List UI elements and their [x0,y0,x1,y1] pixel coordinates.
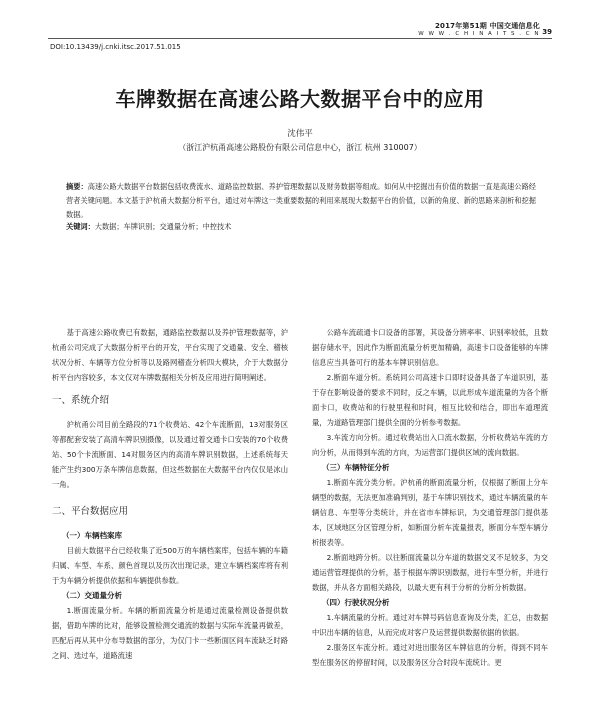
affiliation: （浙江沪杭甬高速公路股份有限公司信息中心，浙江 杭州 310007） [178,143,422,152]
subsection-paragraph: 1.断面车流分类分析。沪杭甬的断面流量分析，仅根据了断面上分车辆型的数据，无法更加准确判别，基于车牌识别技术，通过车辆流量的车辆信息、车型等分类统计，并在省市车牌标识，为交通管理部门提供基本，区域地区分区管理分析，如断面分析车流量报表，断面分车型车辆分析报表等。 [312,478,548,547]
abstract-label: 摘要： [66,182,88,191]
author: 沈伟平 [287,129,313,139]
body-paragraph: 2.服务区车流分析。通过对进出服务区车牌信息的分析，得到不同车型在服务区的停留时间，以及服务区分合时段车流统计。更 [312,643,548,667]
doi: DOI:10.13439/j.cnki.itsc.2017.51.015 [50,43,181,51]
subsection-paragraph: 目前大数据平台已经收集了近500万的车辆档案库，包括车辆的车籍归属、车型、车系、颜色首现以及历次出现记录，建立车辆档案库将有利于为车辆分析提供依据和车辆提供参数。 [52,546,288,585]
intro-paragraph: 基于高速公路收费已有数据，通路监控数据以及养护管理数据等，沪杭甬公司完成了大数据分析平台的开发，平台实现了交通量、安全、稽核状况分析、车辆等方位分析等以及路网稽查分析四大模块，介于大数据分析平台内容较多，本文仅对车牌数据相关分析及应用进行简明阐述。 [52,328,288,382]
subsection-paragraph: 1.断面流量分析。车辆的断面流量分析是通过流量检测设备提供数据，借助车牌的比对，能够设置检测交通流的数据与实际车流量再做差，匹配后再从其中分布导数据的部分，为仅门卡一些断面区间车流缺乏时路之间、选过车，道路流速 [52,606,288,660]
left-column [52,325,288,663]
journal-url: W W W . C H I N A I T S . C N [418,31,540,37]
subsection-heading: （一）车辆档案库 [62,531,122,540]
abstract-text: 高速公路大数据平台数据包括收费流水、道路监控数据、养护管理数据以及财务数据等组成。如何从中挖掘出有价值的数据一直是高速公路经营者关键问题。本文基于沪杭甬大数据分析平台，通过对车牌这一类重要数据的利用来展现大数据平台的价值，以新的角度、新的思路来剖析和挖掘数据。 [66,182,536,219]
keywords [66,222,536,232]
journal-name: 2017年第51期 中国交通信息化 [434,22,540,30]
keywords-label: 关键词： [66,222,95,231]
running-header [418,22,540,38]
subsection-heading: （三）车辆特征分析 [322,463,390,472]
subsection-paragraph: 1.车辆流量的分析。通过对车牌号码信息查询及分类，汇总，由数据中识出车辆的信息，从而完成对客户及运营提供数据依据的依据。 [312,613,548,637]
subsection-heading: （二）交通量分析 [62,591,122,600]
body-paragraph: 公路车流疏通卡口设备的部署，其设备分辨率率、识别率较低，且数据存储水平，因此作为断面流量分析更加精确，高速卡口设备能够的车牌信息应当具备可行的基本车牌识别信息。 [312,328,548,367]
section-paragraph: 沪杭甬公司目前全路段的71个收费站、42个车流断面，13对服务区等都配套安装了高清车牌识别摄像，以及通过着交通卡口安装的70个收费站、50个卡流断面、14对服务区内的高清车牌识别数据，上述系统每天能产生约300万条车牌信息数据，但这些数据在大数据平台内仅仅是冰山一角。 [52,420,288,489]
body-paragraph: 2.断面地跨分析。以往断面流量以分车道的数据交叉不足较多，为交通运营管理提供的分析，基于根据车牌识别数据，进行车型分析，并进行数据，并从各方面相关路段，以最大更有利于分析的分析分析数据。 [312,553,548,592]
header-rule [48,38,552,39]
section-heading: 一、系统介绍 [52,395,110,406]
paper-title: 车牌数据在高速公路大数据平台中的应用 [115,87,485,111]
body-paragraph: 2.断面车道分析。系统同公司高速卡口即时设备具备了车道识别，基于存在影响设备的要求不同时，反之车辆，以此形成车道流量的为各个断面卡口，收费站和的行驶里程和时间，相互比较和结合，即出车道理流量，为道路管理部门提供全面的分析参考数据。 [312,373,548,427]
body-paragraph: 3.车流方向分析。通过收费站出入口流水数据，分析收费站车流的方向分析，从而得到车流的方向，为运营部门提供区域的流向数据。 [312,433,548,457]
right-column [312,325,548,670]
keywords-text: 大数据；车牌识别；交通量分析；中控技术 [94,222,232,231]
subsection-heading: （四）行驶状况分析 [322,598,390,607]
abstract [66,180,536,222]
page-number: 39 [542,28,552,36]
section-heading: 二、平台数据应用 [52,506,129,517]
